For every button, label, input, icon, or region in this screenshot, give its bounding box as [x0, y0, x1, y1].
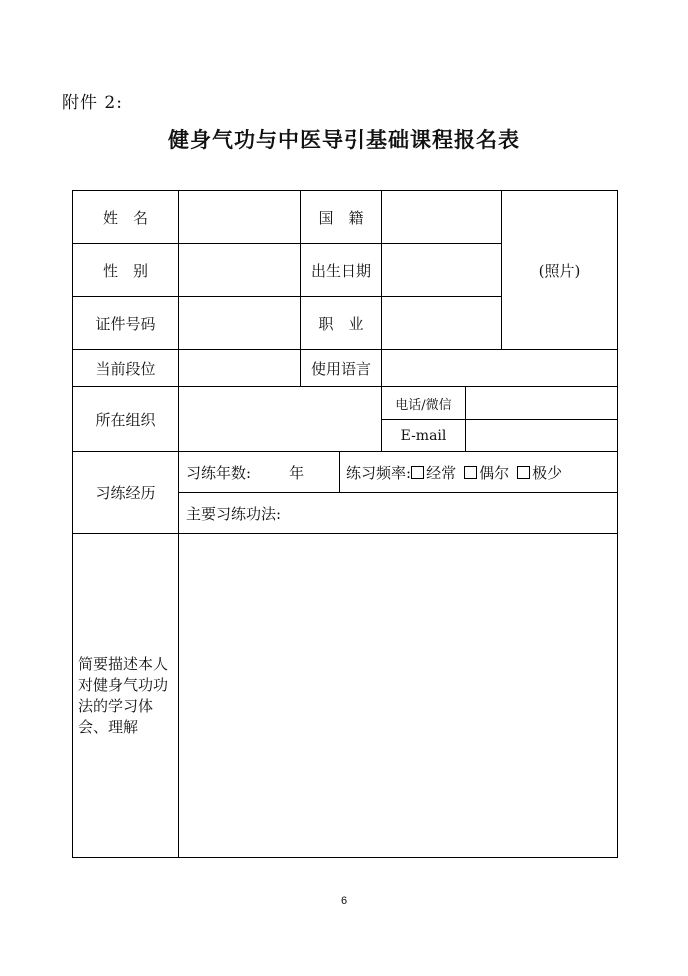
name-field[interactable]: [179, 191, 300, 243]
occupation-label: 职 业: [318, 314, 364, 333]
frequency-option-often[interactable]: 经常: [411, 462, 456, 483]
attachment-label: 附件 2:: [62, 93, 123, 113]
page-number: 6: [340, 895, 348, 907]
id-number-label: 证件号码: [95, 314, 156, 333]
learning-experience-field[interactable]: [179, 534, 617, 857]
rank-label: 当前段位: [95, 359, 156, 378]
name-label: 姓 名: [102, 208, 148, 227]
phone-wechat-label: 电话/微信: [395, 397, 452, 413]
gender-label: 性 别: [102, 261, 148, 280]
language-label: 使用语言: [310, 359, 371, 378]
email-field[interactable]: [466, 420, 617, 451]
rank-field[interactable]: [179, 350, 300, 386]
photo-placeholder: (照片): [538, 261, 581, 280]
frequency-option-rarely[interactable]: 极少: [517, 462, 562, 483]
years-unit: 年: [289, 463, 305, 482]
frequency-label: 练习频率:: [346, 463, 412, 482]
gender-field[interactable]: [179, 244, 300, 296]
main-method-field[interactable]: [186, 493, 616, 533]
main-method-label: 主要习练功法:: [186, 504, 282, 523]
checkbox-icon[interactable]: [517, 466, 530, 479]
birth-date-field[interactable]: [382, 244, 501, 296]
organization-field[interactable]: [179, 387, 381, 451]
phone-wechat-field[interactable]: [466, 387, 617, 419]
frequency-option-occasionally[interactable]: 偶尔: [464, 462, 509, 483]
birth-date-label: 出生日期: [310, 261, 371, 280]
learning-experience-label: 简要描述本人对健身气功功法的学习体会、理解: [78, 655, 169, 736]
checkbox-icon[interactable]: [464, 466, 477, 479]
experience-label: 习练经历: [95, 484, 156, 502]
practice-years-label: 习练年数:: [186, 463, 252, 482]
nationality-label: 国 籍: [318, 208, 364, 227]
checkbox-icon[interactable]: [411, 466, 424, 479]
language-field[interactable]: [382, 350, 617, 386]
email-label: E-mail: [400, 427, 447, 444]
occupation-field[interactable]: [382, 297, 501, 349]
organization-label: 所在组织: [95, 410, 156, 429]
form-title: 健身气功与中医导引基础课程报名表: [168, 128, 520, 152]
practice-years-field[interactable]: [186, 452, 336, 492]
id-number-field[interactable]: [179, 297, 300, 349]
nationality-field[interactable]: [382, 191, 501, 243]
